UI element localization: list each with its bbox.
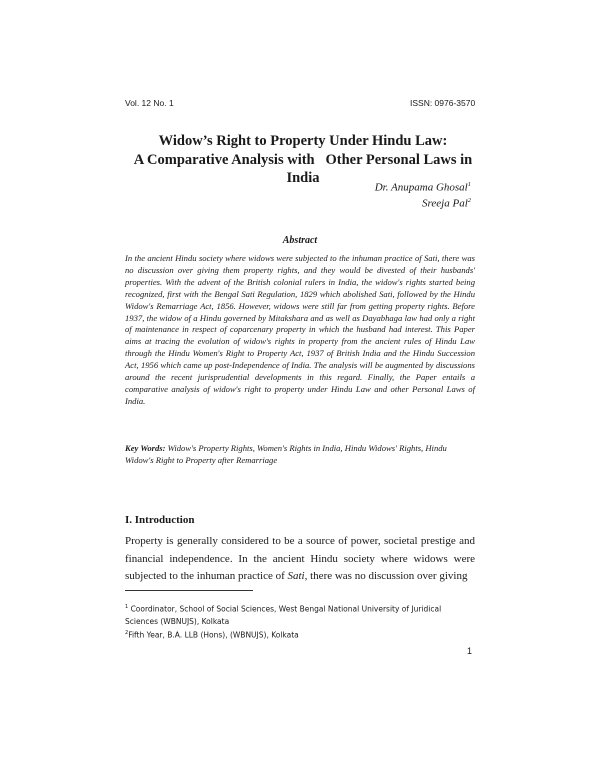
journal-volume: Vol. 12 No. 1 [125,98,174,108]
footnote-2-text: Fifth Year, B.A. LLB (Hons), (WBNUJS), Kolkata [128,630,299,640]
intro-text-after: , there was no discussion over giving [304,570,468,582]
footnote-2 [125,627,475,642]
introduction-heading: I. Introduction [125,514,195,526]
author-2-footnote-mark: 2 [467,197,471,204]
title-line-3: India [286,170,320,186]
intro-italic-term: Sati [287,570,305,582]
footnote-1 [125,601,475,629]
title-line-1: Widow’s Right to Property Under Hindu Law: [158,133,448,149]
introduction-paragraph [125,533,475,586]
abstract-text: In the ancient Hindu society where widows were subjected to the inhuman practice of Sati, there was no discussion over giving them property rights, and they would be divested of their husbands' properties. With the advent of the British colonial rulers in India, the widow's rights started being recognized, first with the Bengal Sati Regulation, 1829 which abolished Sati, followed by the Hindu Widow's Remarriage Act, 1856. However, widows were still far from getting property rights. Before 1937, the widow of a Hindu governed by Mitakshara and as well as Dayabhaga law had only a right of maintenance in respect of coparcenary property in which the husband had interest. This Paper aims at tracing the evolution of widow's rights in property from the ancient rules of Hindu Law through the Hindu Women's Right to Property Act, 1937 of British India and the Hindu Succession Act, 1956 which came up post-Independence of India. The analysis will be augmented by discussions around the recent jurisprudential developments in this regard. Finally, the Paper entails a comparative analysis of widow's right to property under Hindu Law and other Personal Laws of India. [125,253,475,406]
author-1 [375,181,471,194]
footnote-2-mark: 2 [125,630,129,636]
abstract-heading: Abstract [282,235,318,246]
intro-text-before: Property is generally considered to be a source of power, societal prestige and financial independence. In the ancient Hindu society where widows were subjected to the inhuman practice of [125,535,475,582]
page-number: 1 [467,646,473,656]
author-2 [422,197,471,210]
footnote-separator [125,590,253,591]
keywords-text: Widow's Property Rights, Women's Rights in India, Hindu Widows' Rights, Hindu Widow's Right to Property after Remarriage [125,443,447,465]
paper-title [110,132,496,188]
journal-issn: ISSN: 0976-3570 [410,98,476,108]
keywords [125,443,475,467]
author-2-name: Sreeja Pal [422,197,468,210]
keywords-label: Key Words: [125,443,166,453]
author-1-footnote-mark: 1 [467,181,471,188]
footnote-1-text: Coordinator, School of Social Sciences, West Bengal National University of Juridical Sciences (WBNUJS), Kolkata [125,604,442,626]
title-line-2: A Comparative Analysis with Other Personal Laws in [133,151,473,168]
footnote-1-mark: 1 [125,604,129,610]
author-1-name: Dr. Anupama Ghosal [374,181,468,194]
